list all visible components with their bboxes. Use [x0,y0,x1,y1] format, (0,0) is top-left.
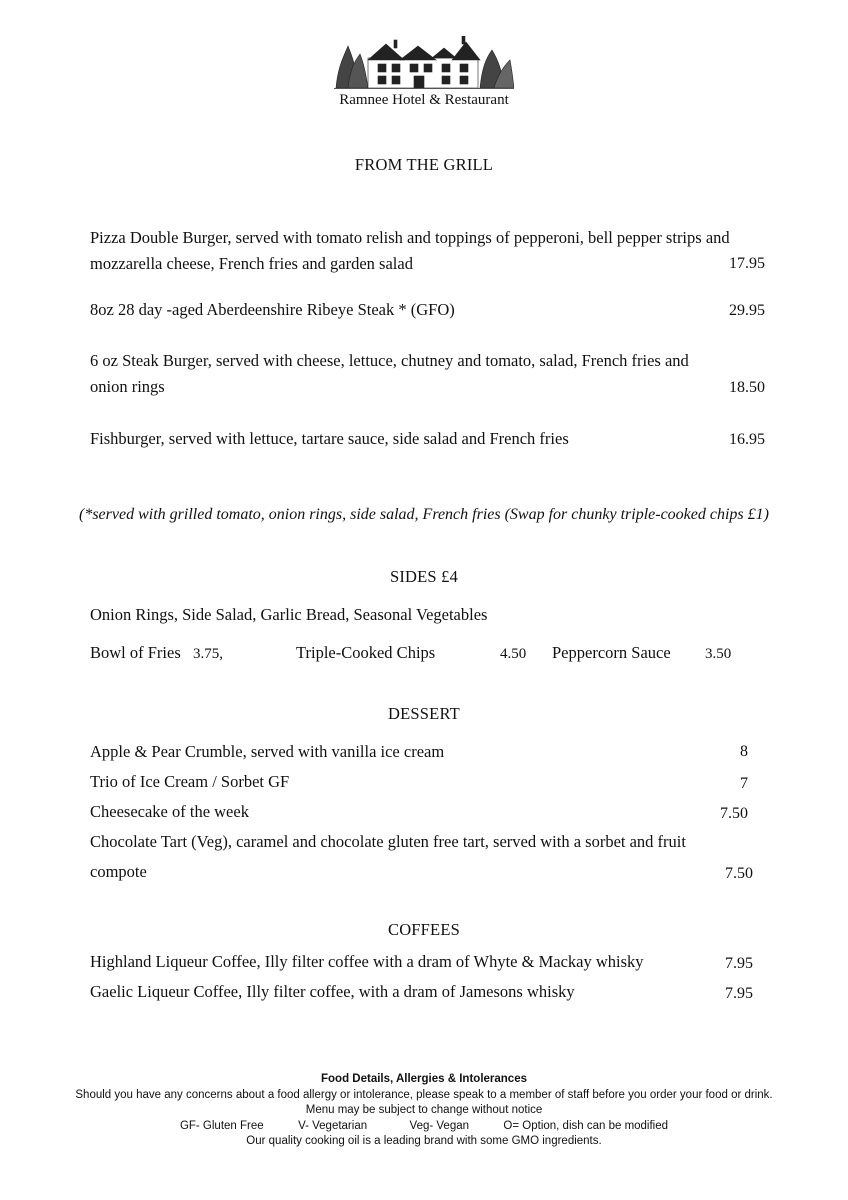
item-price: 7.95 [725,985,753,1002]
menu-item-pizza-burger [90,225,770,277]
item-price: 8 [740,743,748,760]
side-extra-label: Bowl of Fries [90,643,181,662]
item-description: Pizza Double Burger, served with tomato relish and toppings of pepperoni, bell pepper strips and [90,228,730,247]
brand-name: Ramnee Hotel & Restaurant [339,92,509,108]
hotel-building-illustration [334,36,514,90]
coffee-item: Highland Liqueur Coffee, Illy filter coffee with a dram of Whyte & Mackay whisky [90,952,644,971]
item-price: 7.50 [725,865,753,882]
sides-section-title: SIDES £4 [389,567,459,586]
dessert-item: Apple & Pear Crumble, served with vanilla ice cream [90,742,445,761]
footer-change-line: Menu may be subject to change without notice [305,1104,543,1116]
side-extra-price: 3.75, [193,646,223,662]
item-price: 16.95 [729,431,765,448]
side-extra-label: Triple-Cooked Chips [296,643,436,662]
legend-v: V- Vegetarian [298,1119,368,1132]
hotel-logo [334,36,514,90]
sides-list: Onion Rings, Side Salad, Garlic Bread, Seasonal Vegetables [90,605,488,624]
item-price: 29.95 [729,302,765,319]
menu-item-steak-burger [90,348,770,400]
dessert-section-title: DESSERT [388,704,460,723]
coffees-section-title: COFFEES [387,920,460,939]
coffee-item: Gaelic Liqueur Coffee, Illy filter coffee, with a dram of Jamesons whisky [90,982,575,1001]
menu-item-ribeye: 8oz 28 day -aged Aberdeenshire Ribeye Steak * (GFO) [90,300,455,319]
grill-serving-note: (*served with grilled tomato, onion rings, side salad, French fries (Swap for chunky triple-cooked chips £1) [79,506,769,523]
item-description-cont: onion rings [90,377,165,396]
legend-option: O= Option, dish can be modified [503,1119,669,1132]
item-description-cont: mozzarella cheese, French fries and garden salad [90,254,413,273]
allergy-footer [0,1072,848,1150]
item-price: 7.50 [720,805,748,822]
grill-section-title: FROM THE GRILL [354,155,494,174]
legend-veg: Veg- Vegan [409,1119,470,1132]
item-price: 17.95 [729,255,765,272]
dessert-item: Cheesecake of the week [90,802,249,821]
footer-oil-line: Our quality cooking oil is a leading brand with some GMO ingredients. [246,1135,602,1147]
footer-allergy-line: Should you have any concerns about a food allergy or intolerance, please speak to a member of staff before you order your food or drink. [75,1088,773,1101]
footer-legend [0,1119,848,1135]
item-price: 18.50 [729,379,765,396]
item-description: 6 oz Steak Burger, served with cheese, lettuce, chutney and tomato, salad, French fries and [90,351,689,370]
legend-gf: GF- Gluten Free [179,1119,264,1132]
menu-item-fishburger: Fishburger, served with lettuce, tartare sauce, side salad and French fries [90,429,569,448]
side-extra-price: 3.50 [705,646,732,662]
footer-title: Food Details, Allergies & Intolerances [321,1073,527,1085]
dessert-item-chocolate-tart: Chocolate Tart (Veg), caramel and chocolate gluten free tart, served with a sorbet and fruit [90,832,686,851]
item-price: 7 [740,775,748,792]
dessert-item: Trio of Ice Cream / Sorbet GF [90,772,290,791]
dessert-item-cont: compote [90,862,147,881]
side-extra-label: Peppercorn Sauce [552,643,671,662]
side-extra-price: 4.50 [500,646,527,662]
item-price: 7.95 [725,955,753,972]
